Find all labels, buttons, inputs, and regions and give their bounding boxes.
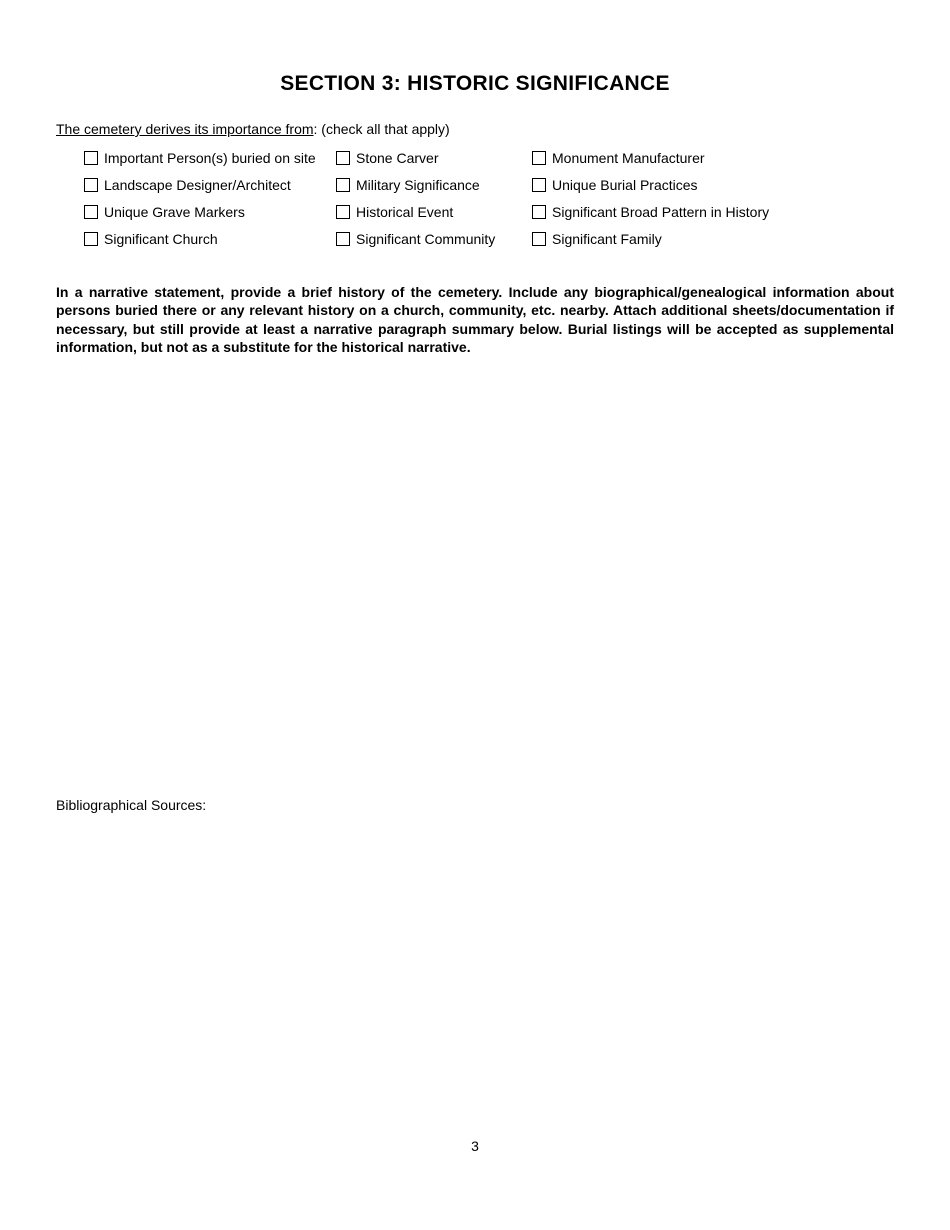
checkbox-landscape-designer[interactable]	[84, 178, 98, 192]
checkbox-significant-community[interactable]	[336, 232, 350, 246]
checkbox-monument-manufacturer[interactable]	[532, 151, 546, 165]
checkbox-significant-church[interactable]	[84, 232, 98, 246]
option-label: Significant Broad Pattern in History	[552, 204, 770, 220]
option-unique-burial-practices[interactable]	[532, 174, 698, 196]
checkbox-important-persons[interactable]	[84, 151, 98, 165]
checkbox-unique-grave-markers[interactable]	[84, 205, 98, 219]
option-label: Significant Church	[104, 231, 218, 247]
option-label: Unique Grave Markers	[104, 204, 245, 220]
option-significant-community[interactable]	[336, 228, 495, 250]
checkbox-historical-event[interactable]	[336, 205, 350, 219]
option-label: Landscape Designer/Architect	[104, 177, 291, 193]
option-historical-event[interactable]	[336, 201, 453, 223]
page-title: SECTION 3: HISTORIC SIGNIFICANCE	[280, 72, 670, 95]
checkbox-unique-burial-practices[interactable]	[532, 178, 546, 192]
option-label: Historical Event	[356, 204, 454, 220]
importance-prompt	[56, 121, 450, 137]
option-important-persons[interactable]	[84, 147, 316, 169]
option-label: Monument Manufacturer	[552, 150, 705, 166]
option-label: Military Significance	[356, 177, 480, 193]
checkbox-broad-pattern[interactable]	[532, 205, 546, 219]
option-label: Unique Burial Practices	[552, 177, 698, 193]
option-broad-pattern[interactable]	[532, 201, 769, 223]
checkbox-significant-family[interactable]	[532, 232, 546, 246]
option-significant-church[interactable]	[84, 228, 218, 250]
checkbox-military-significance[interactable]	[336, 178, 350, 192]
option-landscape-designer[interactable]	[84, 174, 291, 196]
option-label: Significant Family	[552, 231, 662, 247]
option-monument-manufacturer[interactable]	[532, 147, 705, 169]
bibliography-label: Bibliographical Sources:	[56, 797, 207, 813]
option-label: Stone Carver	[356, 150, 439, 166]
checkbox-stone-carver[interactable]	[336, 151, 350, 165]
option-unique-grave-markers[interactable]	[84, 201, 245, 223]
importance-prompt-lead: The cemetery derives its importance from	[56, 121, 314, 137]
narrative-entry-area[interactable]	[56, 362, 894, 782]
page-number: 3	[471, 1138, 479, 1154]
bibliography-entry-area[interactable]	[56, 822, 894, 1122]
option-military-significance[interactable]	[336, 174, 480, 196]
narrative-instructions: In a narrative statement, provide a brief history of the cemetery. Include any biographical/genealogical information about persons buried there or any relevant history on a church, community, etc. nearby. Attach additional sheets/documentation if necessary, but still provide at least a narrative paragraph summary below. Burial listings will be accepted as supplemental information, but not as a substitute for the historical narrative.	[56, 284, 894, 355]
option-stone-carver[interactable]	[336, 147, 438, 169]
option-label: Significant Community	[356, 231, 496, 247]
option-label: Important Person(s) buried on site	[104, 150, 316, 166]
option-significant-family[interactable]	[532, 228, 662, 250]
importance-prompt-rest: : (check all that apply)	[313, 121, 450, 137]
